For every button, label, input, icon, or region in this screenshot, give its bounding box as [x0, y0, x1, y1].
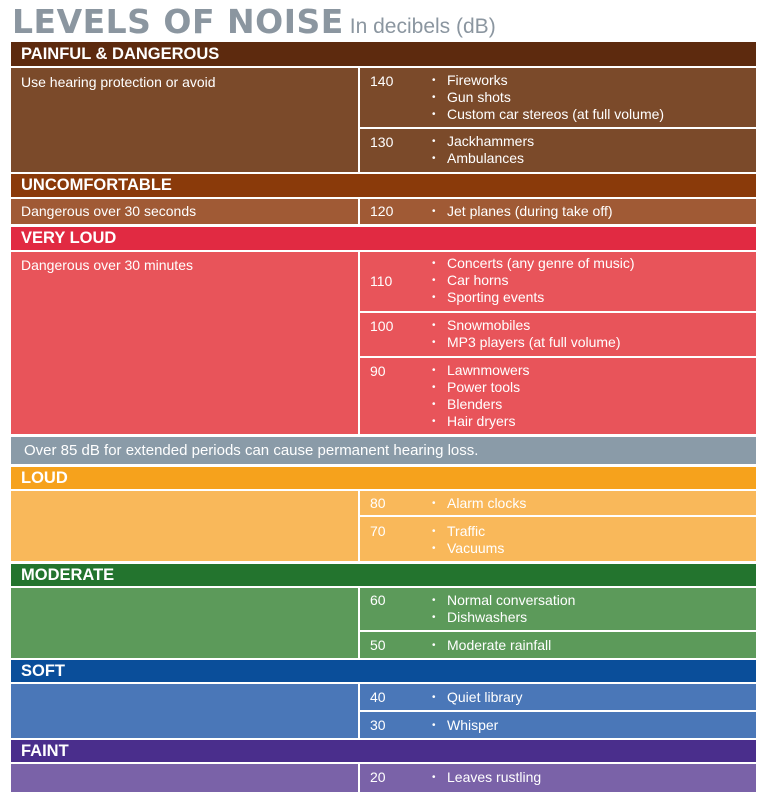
source-list: [432, 133, 534, 167]
source-list: [432, 362, 529, 430]
db-value: 30: [370, 717, 386, 733]
level-row-100: [360, 313, 756, 356]
db-value: 130: [370, 134, 394, 150]
level-row-80: [360, 491, 756, 515]
bullet-icon: •: [432, 543, 436, 554]
list-item: • Fireworks: [432, 72, 508, 88]
section-title: FAINT: [21, 741, 69, 760]
bullet-icon: •: [432, 595, 436, 606]
bullet-icon: •: [432, 720, 436, 731]
level-row-60: [360, 588, 756, 630]
bullet-icon: •: [432, 692, 436, 703]
db-value: 140: [370, 73, 394, 89]
source-list: [432, 689, 522, 706]
list-item: • Dishwashers: [432, 609, 528, 625]
source-list: [432, 495, 526, 512]
section-note-moderate: [11, 588, 358, 658]
section-title: VERY LOUD: [21, 229, 117, 247]
bullet-icon: •: [432, 365, 436, 376]
source-list: [432, 255, 635, 306]
level-row-120: [360, 199, 756, 224]
level-row-140: [360, 68, 756, 127]
bullet-icon: •: [432, 498, 436, 509]
list-item: • Gun shots: [432, 89, 511, 105]
list-item: • Jet planes (during take off): [432, 203, 613, 219]
db-value: 60: [370, 592, 386, 608]
section-header-uncomfortable: [11, 174, 756, 197]
source-list: [432, 717, 498, 734]
bullet-icon: •: [432, 399, 436, 410]
bullet-icon: •: [432, 75, 436, 86]
section-title: PAINFUL & DANGEROUS: [21, 44, 220, 63]
bullet-icon: •: [432, 612, 436, 623]
page-title: [12, 2, 496, 41]
list-item: • Power tools: [432, 379, 521, 395]
section-note-painful: [11, 68, 358, 172]
bullet-icon: •: [432, 640, 436, 651]
db-value: 110: [370, 273, 393, 289]
section-header-faint: [11, 740, 756, 762]
list-item: • Vacuums: [432, 540, 505, 556]
source-list: [432, 592, 575, 626]
section-header-very-loud: [11, 227, 756, 250]
list-item: • Custom car stereos (at full volume): [432, 106, 665, 122]
source-list: [432, 72, 664, 123]
db-value: 100: [370, 318, 394, 334]
warning-text: Over 85 dB for extended periods can cause permanent hearing loss.: [24, 442, 479, 459]
section-title: UNCOMFORTABLE: [21, 176, 172, 194]
bullet-icon: •: [432, 382, 436, 393]
bullet-icon: •: [432, 320, 436, 331]
bullet-icon: •: [432, 526, 436, 537]
section-title: MODERATE: [21, 565, 115, 584]
list-item: • Ambulances: [432, 150, 525, 166]
source-list: [432, 317, 621, 351]
list-item: • Normal conversation: [432, 592, 576, 608]
section-header-moderate: [11, 564, 756, 586]
bullet-icon: •: [432, 275, 436, 286]
db-value: 70: [370, 523, 386, 539]
bullet-icon: •: [432, 206, 436, 217]
bullet-icon: •: [432, 258, 436, 269]
db-value: 50: [370, 637, 386, 653]
section-header-painful: [11, 42, 756, 66]
list-item: • Whisper: [432, 717, 499, 733]
section-note: Dangerous over 30 seconds: [21, 203, 197, 219]
section-note: Use hearing protection or avoid: [21, 74, 216, 90]
list-item: • Jackhammers: [432, 133, 535, 149]
title-subtitle: In decibels (dB): [349, 15, 496, 38]
level-row-20: [360, 764, 756, 792]
level-row-40: [360, 684, 756, 710]
bullet-icon: •: [432, 337, 436, 348]
section-header-loud: [11, 467, 756, 489]
list-item: • Traffic: [432, 523, 486, 539]
bullet-icon: •: [432, 109, 436, 120]
section-note-uncomfortable: [11, 199, 358, 224]
title-main: LEVELS OF NOISE: [12, 2, 344, 41]
source-list: [432, 523, 504, 557]
list-item: • Quiet library: [432, 689, 523, 705]
list-item: • Moderate rainfall: [432, 637, 552, 653]
list-item: • Lawnmowers: [432, 362, 530, 378]
bullet-icon: •: [432, 416, 436, 427]
level-row-130: [360, 129, 756, 172]
level-row-70: [360, 517, 756, 561]
source-list: [432, 203, 613, 220]
level-row-90: [360, 358, 756, 434]
bullet-icon: •: [432, 136, 436, 147]
section-title: SOFT: [21, 661, 65, 680]
list-item: • Alarm clocks: [432, 495, 527, 511]
list-item: • Sporting events: [432, 289, 545, 305]
db-value: 40: [370, 689, 386, 705]
bullet-icon: •: [432, 153, 436, 164]
list-item: • Hair dryers: [432, 413, 516, 429]
db-value: 80: [370, 495, 386, 511]
list-item: • Car horns: [432, 272, 509, 288]
list-item: • Snowmobiles: [432, 317, 531, 333]
hearing-loss-warning: [11, 437, 756, 464]
section-note-soft: [11, 684, 358, 738]
level-row-30: [360, 712, 756, 738]
db-value: 120: [370, 203, 394, 219]
section-note-faint: [11, 764, 358, 792]
section-note-loud: [11, 491, 358, 561]
list-item: • Leaves rustling: [432, 769, 542, 785]
bullet-icon: •: [432, 772, 436, 783]
bullet-icon: •: [432, 92, 436, 103]
section-title: LOUD: [21, 468, 68, 487]
source-list: [432, 637, 551, 654]
list-item: • Blenders: [432, 396, 503, 412]
source-list: [432, 769, 541, 786]
level-row-50: [360, 632, 756, 658]
db-value: 20: [370, 769, 386, 785]
list-item: • MP3 players (at full volume): [432, 334, 621, 350]
bullet-icon: •: [432, 292, 436, 303]
section-note-very-loud: [11, 252, 358, 434]
section-note: Dangerous over 30 minutes: [21, 257, 193, 273]
level-row-110: [360, 252, 756, 311]
section-header-soft: [11, 660, 756, 682]
db-value: 90: [370, 363, 386, 379]
list-item: • Concerts (any genre of music): [432, 255, 635, 271]
